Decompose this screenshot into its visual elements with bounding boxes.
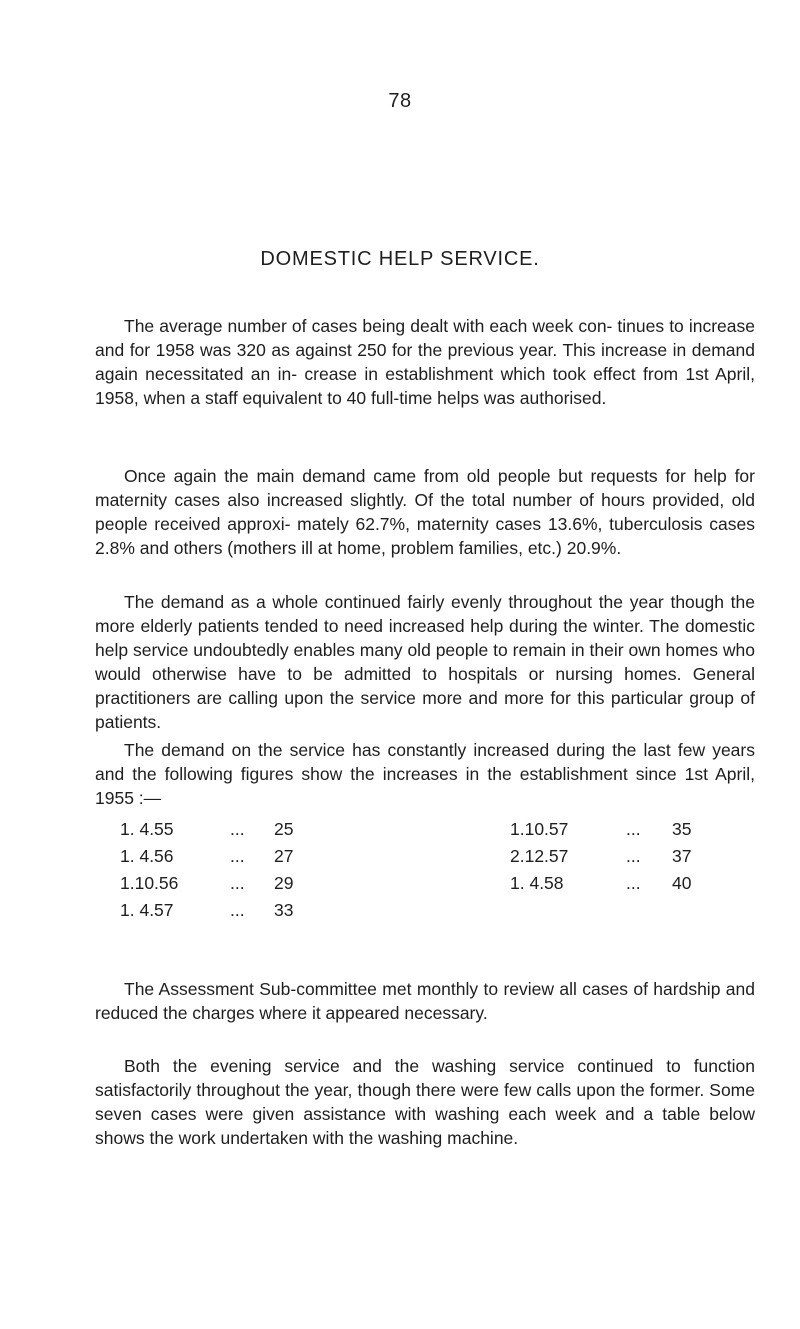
date-cell: 1. 4.57 [120,900,174,920]
value-cell: 33 [274,900,294,920]
date-cell: 1. 4.58 [510,873,564,893]
paragraph-seasonal-demand: The demand as a whole continued fairly evenly throughout the year though the more elderly patients tended to need increased help during the winter. The domestic help service undoubtedly enables many old people to remain in their own homes who would otherwise have to be admitted to hospitals or nursing homes. General practitioners are calling upon the service more and more for this particular group of patients. [95,592,755,732]
value-cell: 35 [672,819,692,839]
paragraph-demand-breakdown: Once again the main demand came from old people but requests for help for maternity cases also increased slightly. Of the total number of hours provided, old people received approxi- mately 62.7%, maternity cases 13.6%, tuberculosis cases 2.8% and others (mothers ill at home, problem families, etc.) 20.9%. [95,466,755,558]
date-cell: 1.10.57 [510,819,569,839]
date-cell: 2.12.57 [510,846,569,866]
dot-leader: ... [230,846,245,866]
value-cell: 40 [672,873,692,893]
date-cell: 1. 4.55 [120,819,174,839]
value-cell: 29 [274,873,294,893]
value-cell: 27 [274,846,294,866]
paragraph-caseload: The average number of cases being dealt with each week con- tinues to increase and for 1958 was 320 as against 250 for the previous year. This increase in demand again necessitated an in- crease in establishment which took effect from 1st April, 1958, when a staff equivalent to 40 full-time helps was authorised. [95,316,755,408]
page-title: DOMESTIC HELP SERVICE. [260,248,540,270]
date-cell: 1. 4.56 [120,846,174,866]
paragraph-assessment: The Assessment Sub-committee met monthly to review all cases of hardship and reduced the charges where it appeared necessary. [95,979,755,1023]
value-cell: 25 [274,819,294,839]
dot-leader: ... [626,819,641,839]
date-cell: 1.10.56 [120,873,179,893]
page-number: 78 [388,90,412,112]
dot-leader: ... [626,873,641,893]
paragraph-establishment-intro: The demand on the service has constantly increased during the last few years and the following figures show the increases in the establishment since 1st April, 1955 :— [95,740,755,808]
dot-leader: ... [230,873,245,893]
paragraph-evening-washing: Both the evening service and the washing service continued to function satisfactorily throughout the year, though there were few calls upon the former. Some seven cases were given assistance with washing each week and a table below shows the work undertaken with the washing machine. [95,1056,755,1148]
dot-leader: ... [230,819,245,839]
dot-leader: ... [626,846,641,866]
value-cell: 37 [672,846,692,866]
dot-leader: ... [230,900,245,920]
